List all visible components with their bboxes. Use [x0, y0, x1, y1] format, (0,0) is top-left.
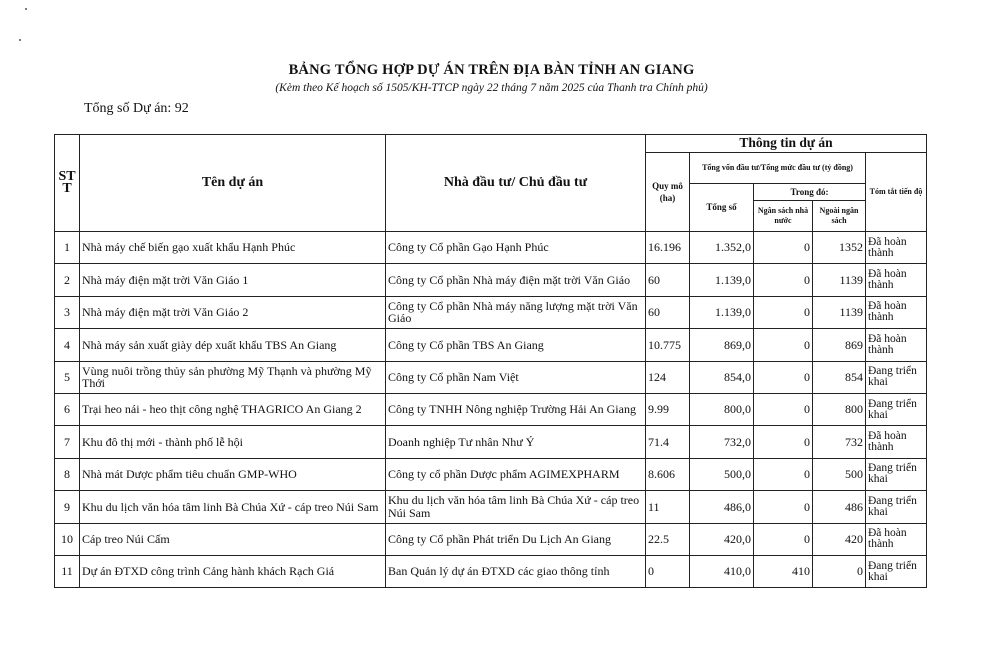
row-investor: Công ty Cổ phần Nhà máy năng lượng mặt trời Văn Giáo	[386, 296, 646, 328]
row-status: Đã hoàn thành	[866, 296, 927, 328]
row-status: Đang triển khai	[866, 555, 927, 587]
row-scale: 9.99	[646, 393, 690, 425]
row-non-budget: 854	[813, 361, 866, 393]
table-row	[55, 458, 927, 490]
row-scale: 60	[646, 296, 690, 328]
row-state-budget: 0	[754, 458, 813, 490]
row-investor: Ban Quản lý dự án ĐTXD các giao thông tỉnh	[386, 555, 646, 587]
row-stt: 1	[55, 232, 80, 264]
row-total-capital: 869,0	[690, 329, 754, 361]
row-scale: 124	[646, 361, 690, 393]
row-state-budget: 0	[754, 264, 813, 296]
row-state-budget: 0	[754, 523, 813, 555]
row-scale: 71.4	[646, 426, 690, 458]
row-state-budget: 0	[754, 329, 813, 361]
row-total-capital: 420,0	[690, 523, 754, 555]
table-row	[55, 264, 927, 296]
table-row	[55, 523, 927, 555]
row-investor: Doanh nghiệp Tư nhân Như Ý	[386, 426, 646, 458]
row-project-name: Khu du lịch văn hóa tâm linh Bà Chúa Xứ - cáp treo Núi Sam	[80, 491, 386, 523]
table-row	[55, 296, 927, 328]
row-total-capital: 800,0	[690, 393, 754, 425]
row-scale: 22.5	[646, 523, 690, 555]
row-investor: Công ty Cổ phần Gạo Hạnh Phúc	[386, 232, 646, 264]
row-status: Đang triển khai	[866, 458, 927, 490]
row-investor: Công ty Cổ phần Phát triển Du Lịch An Giang	[386, 523, 646, 555]
row-stt: 7	[55, 426, 80, 458]
row-status: Đang triển khai	[866, 393, 927, 425]
row-status: Đã hoàn thành	[866, 523, 927, 555]
row-non-budget: 1139	[813, 264, 866, 296]
header-capital: Tổng vốn đầu tư/Tổng mức đầu tư (tỷ đồng)	[690, 153, 866, 184]
header-total: Tổng số	[690, 184, 754, 232]
row-state-budget: 0	[754, 491, 813, 523]
row-total-capital: 500,0	[690, 458, 754, 490]
row-stt: 3	[55, 296, 80, 328]
row-non-budget: 0	[813, 555, 866, 587]
header-of-which: Trong đó:	[754, 184, 866, 201]
row-investor: Công ty Cổ phần Nhà máy điện mặt trời Văn Giáo	[386, 264, 646, 296]
row-status: Đang triển khai	[866, 361, 927, 393]
row-scale: 11	[646, 491, 690, 523]
row-project-name: Nhà máy điện mặt trời Văn Giáo 2	[80, 296, 386, 328]
table-row	[55, 393, 927, 425]
document-title: BẢNG TỔNG HỢP DỰ ÁN TRÊN ĐỊA BÀN TỈNH AN GIANG	[288, 62, 695, 78]
row-project-name: Nhà máy chế biến gạo xuất khẩu Hạnh Phúc	[80, 232, 386, 264]
row-total-capital: 732,0	[690, 426, 754, 458]
row-project-name: Vùng nuôi trồng thủy sản phường Mỹ Thạnh và phường Mỹ Thới	[80, 361, 386, 393]
table-row	[55, 232, 927, 264]
row-non-budget: 1139	[813, 296, 866, 328]
total-projects-label: Tổng số Dự án: 92	[84, 101, 189, 116]
header-scale: Quy mô (ha)	[646, 153, 690, 232]
header-non-budget: Ngoài ngân sách	[813, 201, 866, 232]
row-stt: 8	[55, 458, 80, 490]
row-non-budget: 1352	[813, 232, 866, 264]
header-project-info: Thông tin dự án	[646, 135, 927, 153]
row-status: Đã hoàn thành	[866, 329, 927, 361]
row-scale: 16.196	[646, 232, 690, 264]
row-stt: 11	[55, 555, 80, 587]
row-non-budget: 486	[813, 491, 866, 523]
header-project-name: Tên dự án	[80, 135, 386, 232]
table-row	[55, 491, 927, 523]
row-stt: 9	[55, 491, 80, 523]
row-project-name: Nhà mát Dược phẩm tiêu chuẩn GMP-WHO	[80, 458, 386, 490]
row-state-budget: 0	[754, 426, 813, 458]
header-status: Tóm tắt tiến độ	[866, 153, 927, 232]
row-scale: 60	[646, 264, 690, 296]
row-investor: Công ty Cổ phần Nam Việt	[386, 361, 646, 393]
row-investor: Công ty Cổ phần TBS An Giang	[386, 329, 646, 361]
row-non-budget: 500	[813, 458, 866, 490]
row-project-name: Cáp treo Núi Cấm	[80, 523, 386, 555]
row-state-budget: 0	[754, 361, 813, 393]
row-stt: 4	[55, 329, 80, 361]
table-row	[55, 426, 927, 458]
row-total-capital: 410,0	[690, 555, 754, 587]
row-project-name: Trại heo nái - heo thịt công nghệ THAGRICO An Giang 2	[80, 393, 386, 425]
scan-speck	[19, 39, 21, 41]
row-status: Đã hoàn thành	[866, 232, 927, 264]
row-total-capital: 854,0	[690, 361, 754, 393]
row-investor: Công ty TNHH Nông nghiệp Trường Hải An Giang	[386, 393, 646, 425]
row-project-name: Dự án ĐTXD công trình Cảng hành khách Rạch Giá	[80, 555, 386, 587]
row-state-budget: 410	[754, 555, 813, 587]
row-total-capital: 1.139,0	[690, 296, 754, 328]
row-state-budget: 0	[754, 232, 813, 264]
row-scale: 10.775	[646, 329, 690, 361]
row-investor: Khu du lịch văn hóa tâm linh Bà Chúa Xứ - cáp treo Núi Sam	[386, 491, 646, 523]
header-stt: ST T	[55, 135, 80, 232]
row-state-budget: 0	[754, 393, 813, 425]
row-stt: 2	[55, 264, 80, 296]
row-stt: 5	[55, 361, 80, 393]
row-project-name: Nhà máy điện mặt trời Văn Giáo 1	[80, 264, 386, 296]
table-row	[55, 555, 927, 587]
row-total-capital: 486,0	[690, 491, 754, 523]
row-total-capital: 1.352,0	[690, 232, 754, 264]
row-state-budget: 0	[754, 296, 813, 328]
row-stt: 6	[55, 393, 80, 425]
row-status: Đã hoàn thành	[866, 426, 927, 458]
row-status: Đã hoàn thành	[866, 264, 927, 296]
row-project-name: Khu đô thị mới - thành phố lễ hội	[80, 426, 386, 458]
document-subtitle: (Kèm theo Kế hoạch số 1505/KH-TTCP ngày 22 tháng 7 năm 2025 của Thanh tra Chính phủ)	[275, 82, 708, 94]
row-project-name: Nhà máy sản xuất giày dép xuất khẩu TBS An Giang	[80, 329, 386, 361]
row-total-capital: 1.139,0	[690, 264, 754, 296]
row-non-budget: 869	[813, 329, 866, 361]
row-stt: 10	[55, 523, 80, 555]
projects-table	[54, 134, 927, 588]
table-row	[55, 361, 927, 393]
row-status: Đang triển khai	[866, 491, 927, 523]
row-scale: 0	[646, 555, 690, 587]
row-investor: Công ty cổ phần Dược phẩm AGIMEXPHARM	[386, 458, 646, 490]
header-investor: Nhà đầu tư/ Chủ đầu tư	[386, 135, 646, 232]
scan-speck	[25, 8, 27, 10]
row-non-budget: 420	[813, 523, 866, 555]
table-row	[55, 329, 927, 361]
header-state-budget: Ngân sách nhà nước	[754, 201, 813, 232]
row-scale: 8.606	[646, 458, 690, 490]
row-non-budget: 800	[813, 393, 866, 425]
row-non-budget: 732	[813, 426, 866, 458]
